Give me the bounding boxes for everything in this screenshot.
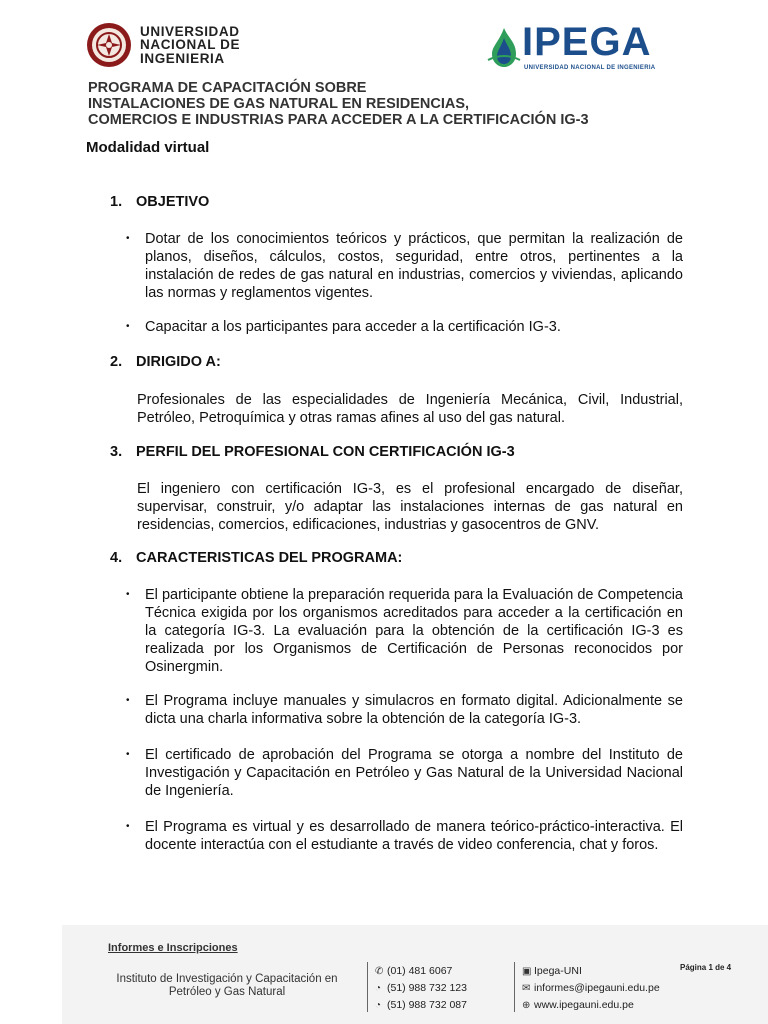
perfil-paragraph: El ingeniero con certificación IG-3, es el profesional encargado de diseñar, supervisar, construir, y/o adaptar las instalaciones internas de gas natural en residencias, comercios, edificaciones, industrias y gasocentros de GNV. bbox=[137, 481, 683, 533]
program-title-line: COMERCIOS E INDUSTRIAS PARA ACCEDER A LA CERTIFICACIÓN IG-3 bbox=[88, 112, 589, 128]
whatsapp-icon: ◔ bbox=[375, 1000, 382, 1011]
whatsapp-number: (51) 988 732 087 bbox=[387, 999, 467, 1011]
section-heading-objetivo bbox=[110, 194, 209, 210]
uni-name bbox=[140, 25, 240, 66]
modality-label: Modalidad virtual bbox=[86, 139, 210, 156]
bullet-icon: • bbox=[126, 321, 130, 332]
bullet-icon: • bbox=[126, 589, 130, 600]
footer-contacts bbox=[522, 963, 660, 1014]
section-title: DIRIGIDO A: bbox=[136, 354, 221, 370]
dirigido-paragraph: Profesionales de las especialidades de Ingeniería Mecánica, Civil, Industrial, Petróleo, Petroquímica y otras ramas afines al uso del gas natural. bbox=[137, 392, 683, 426]
section-title: CARACTERISTICAS DEL PROGRAMA: bbox=[136, 550, 403, 566]
uni-name-line: NACIONAL DE bbox=[140, 37, 241, 53]
page-number: Página 1 de 4 bbox=[680, 963, 732, 972]
bullet-icon: • bbox=[126, 695, 130, 706]
whatsapp-number: (51) 988 732 123 bbox=[387, 982, 467, 994]
list-item bbox=[126, 692, 683, 728]
ipega-subtitle: UNIVERSIDAD NACIONAL DE INGENIERIA bbox=[524, 65, 656, 71]
section-heading-perfil bbox=[110, 444, 515, 460]
website-link[interactable]: www.ipegauni.edu.pe bbox=[534, 999, 634, 1011]
page-footer bbox=[62, 925, 768, 1024]
bullet-text: Capacitar a los participantes para acceder a la certificación IG-3. bbox=[145, 319, 561, 335]
phone-icon: ✆ bbox=[375, 966, 384, 977]
section-heading-dirigido bbox=[110, 354, 221, 370]
section-heading-caracteristicas bbox=[110, 550, 402, 566]
whatsapp-icon: ◔ bbox=[375, 983, 382, 994]
footer-heading: Informes e Inscripciones bbox=[108, 942, 238, 954]
bullet-text: El certificado de aprobación del Programa se otorga a nombre del Instituto de Investigación y Capacitación en Petróleo y Gas Natural de la Universidad Nacional de Ingeniería. bbox=[145, 747, 683, 799]
program-title bbox=[88, 80, 708, 128]
program-title-line: PROGRAMA DE CAPACITACIÓN SOBRE bbox=[88, 80, 367, 96]
section-title: OBJETIVO bbox=[136, 194, 210, 210]
list-item bbox=[126, 746, 683, 800]
uni-seal-icon bbox=[86, 22, 132, 68]
phone-number: (01) 481 6067 bbox=[387, 965, 453, 977]
bullet-icon: • bbox=[126, 233, 130, 244]
list-item bbox=[126, 318, 683, 336]
footer-institute: Instituto de Investigación y Capacitación en Petróleo y Gas Natural bbox=[116, 973, 338, 998]
uni-logo bbox=[86, 22, 240, 68]
section-title: PERFIL DEL PROFESIONAL CON CERTIFICACIÓN IG-3 bbox=[136, 444, 515, 460]
flame-icon bbox=[484, 24, 524, 70]
bullet-text: Dotar de los conocimientos teóricos y prácticos, que permitan la realización de planos, diseños, cálculos, costos, seguridad, entre otros, pertinentes a la instalación de redes de gas natural en industrias, comercios y viviendas, aplicando las normas y reglamentos vigentes. bbox=[145, 231, 683, 301]
bullet-text: El Programa es virtual y es desarrollado de manera teórico-práctico-interactiva. El docente interactúa con el estudiante a través de video conferencia, chat y foros. bbox=[145, 819, 683, 853]
uni-name-line: UNIVERSIDAD bbox=[140, 23, 240, 39]
globe-icon: ⊕ bbox=[522, 1000, 531, 1011]
footer-phones bbox=[375, 963, 467, 1014]
program-title-line: INSTALACIONES DE GAS NATURAL EN RESIDENCIAS, bbox=[88, 96, 470, 112]
list-item bbox=[126, 818, 683, 854]
bullet-icon: • bbox=[126, 749, 130, 760]
bullet-text: El participante obtiene la preparación requerida para la Evaluación de Competencia Técnica exigida por los organismos acreditados para acceder a la certificación en la categoría IG-3. La evaluación para la obtención de la certificación IG-3 es realizada por los Organismos de Certificación de Personas reconocidos por Osinergmin. bbox=[145, 587, 683, 675]
section-number: 4. bbox=[110, 550, 123, 566]
footer-divider bbox=[367, 962, 368, 1012]
section-number: 1. bbox=[110, 194, 123, 210]
section-number: 3. bbox=[110, 444, 123, 460]
ipega-name: IPEGA bbox=[522, 20, 652, 64]
email-link[interactable]: informes@ipegauni.edu.pe bbox=[534, 982, 660, 994]
page-header bbox=[0, 0, 768, 80]
ipega-logo bbox=[484, 20, 684, 74]
list-item bbox=[126, 586, 683, 676]
section-number: 2. bbox=[110, 354, 123, 370]
footer-divider bbox=[514, 962, 515, 1012]
list-item bbox=[126, 230, 683, 302]
bullet-text: El Programa incluye manuales y simulacros en formato digital. Adicionalmente se dicta una charla informativa sobre la obtención de la categoría IG-3. bbox=[145, 693, 683, 727]
facebook-link[interactable]: Ipega-UNI bbox=[534, 965, 582, 977]
uni-name-line: INGENIERIA bbox=[140, 50, 225, 66]
email-icon: ✉ bbox=[522, 983, 531, 994]
bullet-icon: • bbox=[126, 821, 130, 832]
facebook-icon: ▣ bbox=[522, 966, 532, 977]
